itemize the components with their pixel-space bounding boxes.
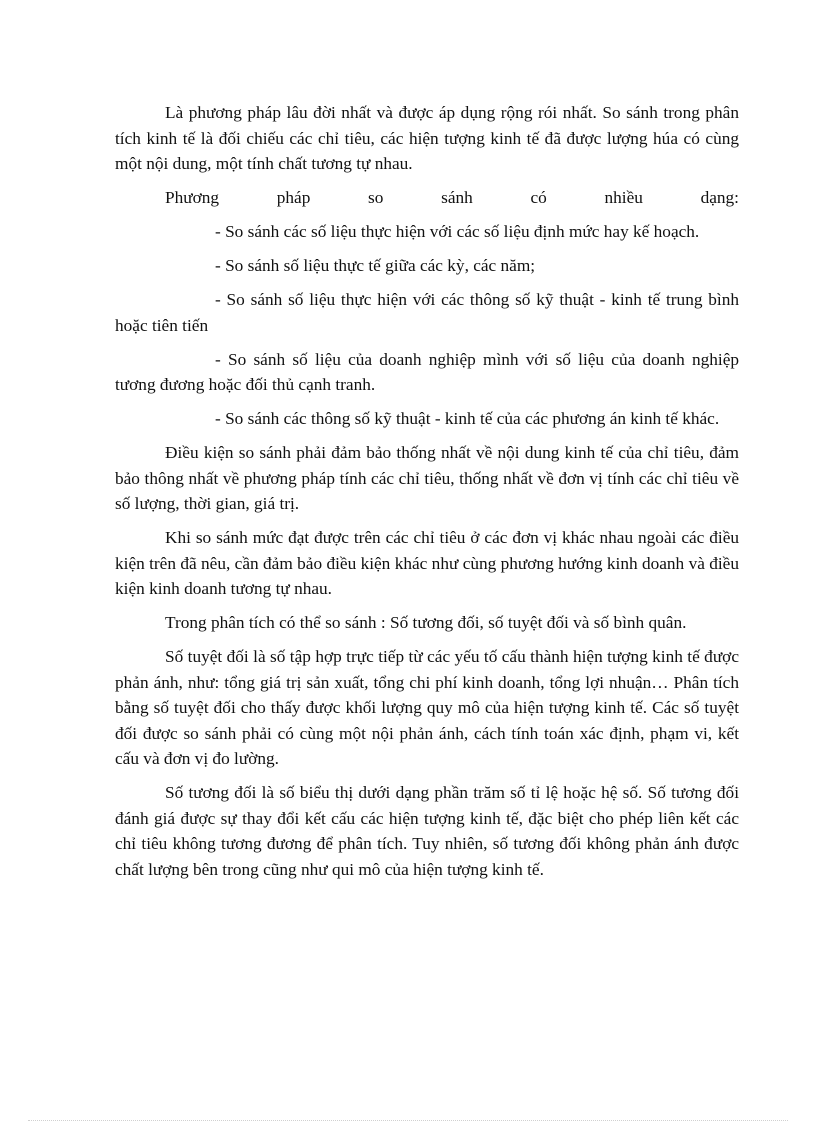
list-item: - So sánh các số liệu thực hiện với các số liệu định mức hay kế hoạch.: [215, 222, 700, 241]
list-item: - So sánh số liệu thực hiện với các thông số kỹ thuật - kinh tế trung bình hoặc tiên tiến: [115, 290, 739, 335]
paragraph-absolute-numbers: Số tuyệt đối là số tập hợp trực tiếp từ các yếu tố cấu thành hiện tượng kinh tế được phản ánh, như: tổng giá trị sản xuất, tổng chi phí kinh doanh, tổng lợi nhuận… Phân tích bằng số tuyệt đối cho thấy được khối lượng quy mô của hiện tượng kinh tế. Các số tuyệt đối được so sánh phải có cùng một nội phản ánh, cách tính toán xác định, phạm vi, kết cấu và đơn vị đo lường.: [115, 647, 739, 768]
paragraph-relative-numbers: Số tương đối là số biểu thị dưới dạng phần trăm số tỉ lệ hoặc hệ số. Số tương đối đánh giá được sự thay đổi kết cấu các hiện tượng kinh tế, đặc biệt cho phép liên kết các chỉ tiêu không tương đương để phân tích. Tuy nhiên, số tương đối không phản ánh được chất lượng bên trong cũng như qui mô của hiện tượng kinh tế.: [115, 783, 739, 879]
list-item: - So sánh số liệu của doanh nghiệp mình với số liệu của doanh nghiệp tương đương hoặc đối thủ cạnh tranh.: [115, 349, 739, 394]
paragraph-comparison-intro: Là phương pháp lâu đời nhất và được áp dụng rộng rói nhất. So sánh trong phân tích kinh tế là đối chiếu các chỉ tiêu, các hiện tượng kinh tế đã được lượng húa có cùng một nội dung, một tính chất tương tự nhau.: [115, 103, 739, 173]
list-item: - So sánh các thông số kỹ thuật - kinh tế của các phương án kinh tế khác.: [215, 409, 720, 428]
list-item: - So sánh số liệu thực tế giữa các kỳ, các năm;: [215, 256, 536, 275]
document-body: [115, 100, 739, 891]
paragraph-comparison-forms: Phương pháp so sánh có nhiều dạng:: [165, 188, 739, 207]
paragraph-comparison-conditions: Điều kiện so sánh phải đảm bảo thống nhất về nội dung kinh tế của chỉ tiêu, đảm bảo thông nhất về phương pháp tính các chỉ tiêu, thống nhất về đơn vị tính các chỉ tiêu về số lượng, thời gian, giá trị.: [115, 443, 739, 513]
paragraph-comparison-types: Trong phân tích có thể so sánh : Số tương đối, số tuyệt đối và số bình quân.: [165, 613, 687, 632]
page-bottom-divider: [28, 1120, 788, 1121]
paragraph-unit-conditions: Khi so sánh mức đạt được trên các chỉ tiêu ở các đơn vị khác nhau ngoài các điều kiện trên đã nêu, cần đảm bảo điều kiện khác như cùng phương hướng kinh doanh và điều kiện kinh doanh tương tự nhau.: [115, 528, 739, 598]
